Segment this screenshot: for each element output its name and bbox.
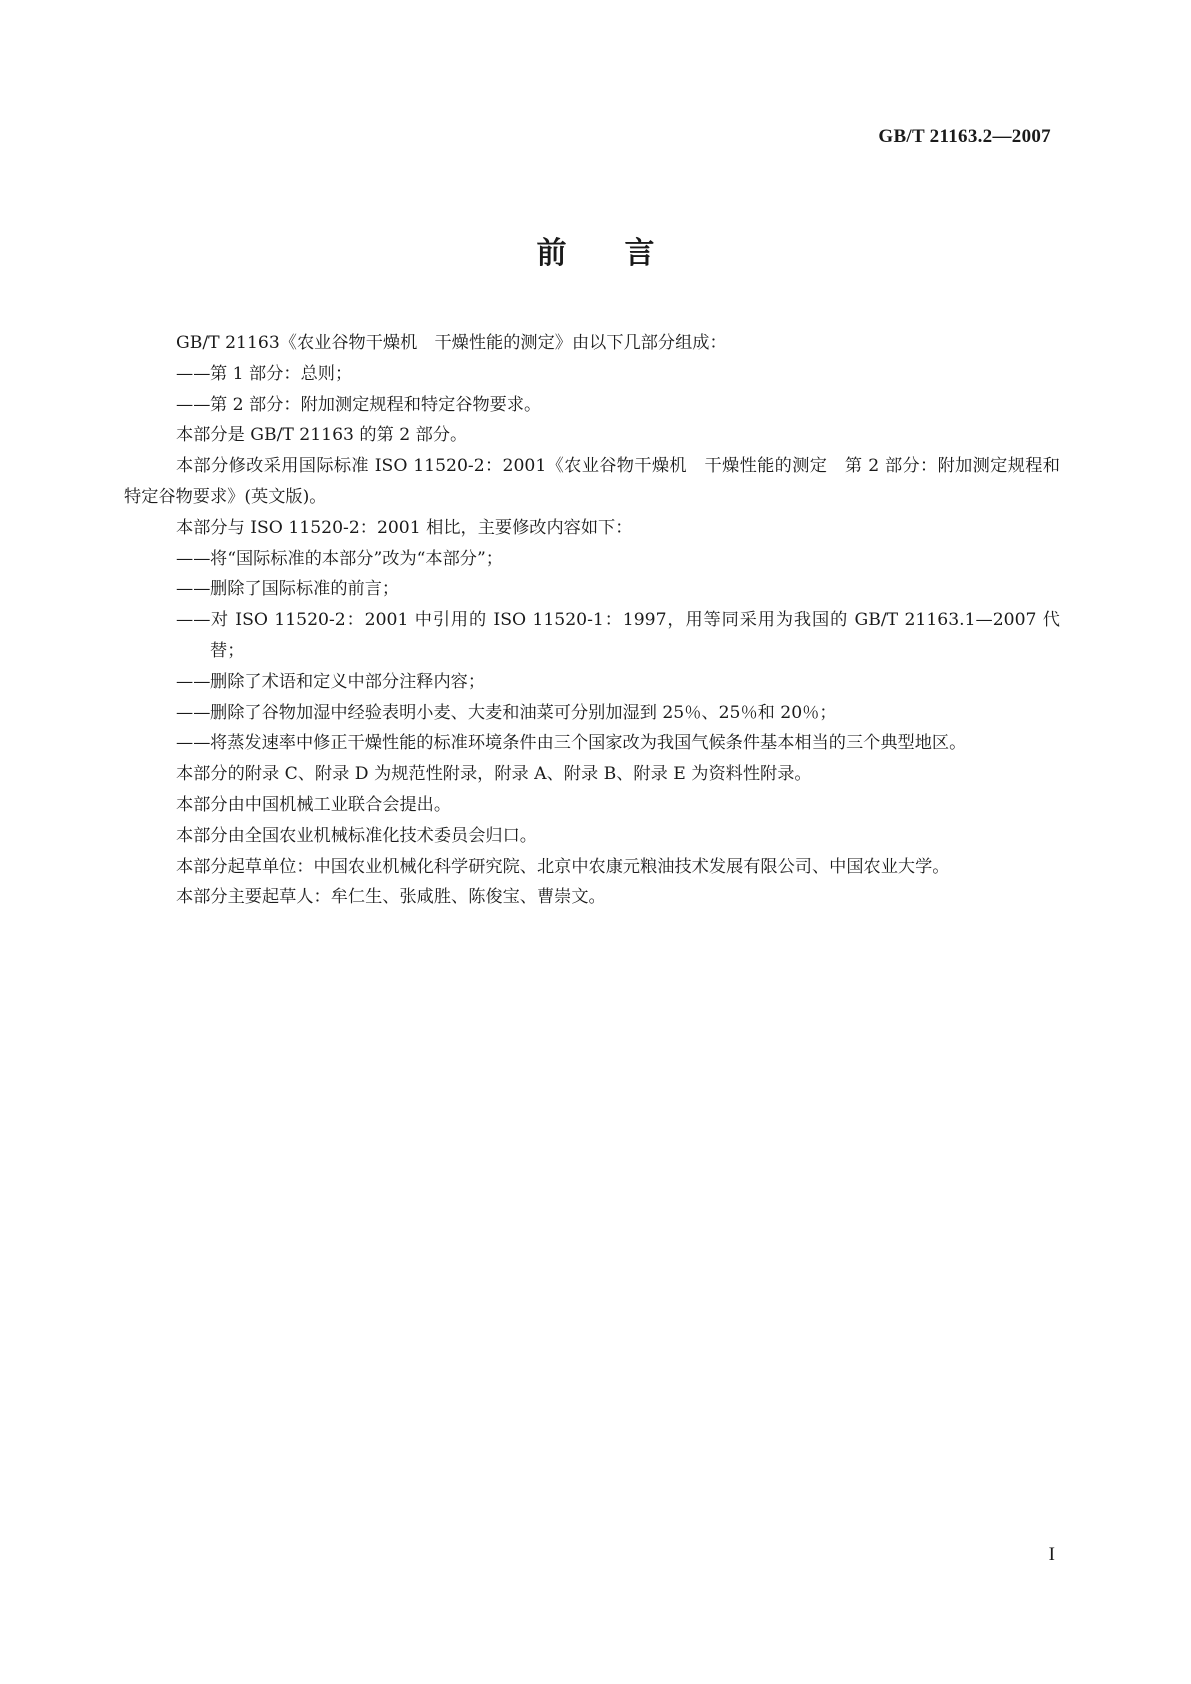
paragraph: 本部分是 GB/T 21163 的第 2 部分。 — [176, 425, 468, 446]
list-item — [124, 574, 1060, 605]
paragraph: 本部分的附录 C、附录 D 为规范性附录，附录 A、附录 B、附录 E 为资料性附录。 — [176, 764, 812, 785]
dash-marker: —— — [176, 733, 211, 754]
paragraph: 本部分修改采用国际标准 ISO 11520-2：2001《农业谷物干燥机 干燥性能的测定 第 2 部分：附加测定规程和特定谷物要求》(英文版)。 — [124, 456, 1060, 507]
paragraph: 本部分与 ISO 11520-2：2001 相比，主要修改内容如下： — [176, 517, 633, 538]
standard-number: GB/T 21163.2—2007 — [878, 126, 1051, 147]
paragraph: GB/T 21163《农业谷物干燥机 干燥性能的测定》由以下几部分组成： — [176, 333, 727, 353]
foreword-body — [124, 328, 1060, 913]
dash-marker: —— — [176, 671, 211, 692]
paragraph: 本部分由全国农业机械标准化技术委员会归口。 — [176, 825, 537, 846]
dash-marker: —— — [176, 548, 211, 569]
dash-marker: —— — [176, 702, 211, 723]
list-item-text: 将“国际标准的本部分”改为“本部分”； — [210, 548, 503, 569]
list-item — [124, 544, 1060, 575]
paragraph: 本部分主要起草人：牟仁生、张咸胜、陈俊宝、曹崇文。 — [176, 887, 606, 908]
list-item — [124, 667, 1060, 698]
dash-marker: —— — [176, 579, 211, 600]
list-item — [124, 605, 1060, 667]
list-item-text: 删除了国际标准的前言； — [210, 579, 400, 600]
dash-marker: —— — [176, 363, 211, 384]
list-item-text: 将蒸发速率中修正干燥性能的标准环境条件由三个国家改为我国气候条件基本相当的三个典型地区。 — [210, 733, 967, 754]
list-item-text: 第 1 部分：总则； — [210, 363, 353, 384]
list-item — [124, 359, 1060, 390]
list-item — [124, 698, 1060, 729]
paragraph: 本部分由中国机械工业联合会提出。 — [176, 794, 452, 815]
paragraph: 本部分起草单位：中国农业机械化科学研究院、北京中农康元粮油技术发展有限公司、中国农业大学。 — [176, 856, 950, 877]
dash-marker: —— — [176, 610, 211, 631]
page-number: I — [1048, 1544, 1055, 1565]
list-item — [124, 728, 1060, 759]
list-item-text: 第 2 部分：附加测定规程和特定谷物要求。 — [210, 394, 542, 415]
dash-marker: —— — [176, 394, 211, 415]
list-item — [124, 390, 1060, 421]
list-item-text: 删除了谷物加湿中经验表明小麦、大麦和油菜可分别加湿到 25％、25％和 20％； — [210, 702, 837, 723]
page-title: 前言 — [536, 236, 713, 271]
list-item-text: 删除了术语和定义中部分注释内容； — [210, 671, 486, 692]
list-item-text: 对 ISO 11520-2：2001 中引用的 ISO 11520-1：1997，用等同采用为我国的 GB/T 21163.1—2007 代替； — [210, 610, 1060, 661]
